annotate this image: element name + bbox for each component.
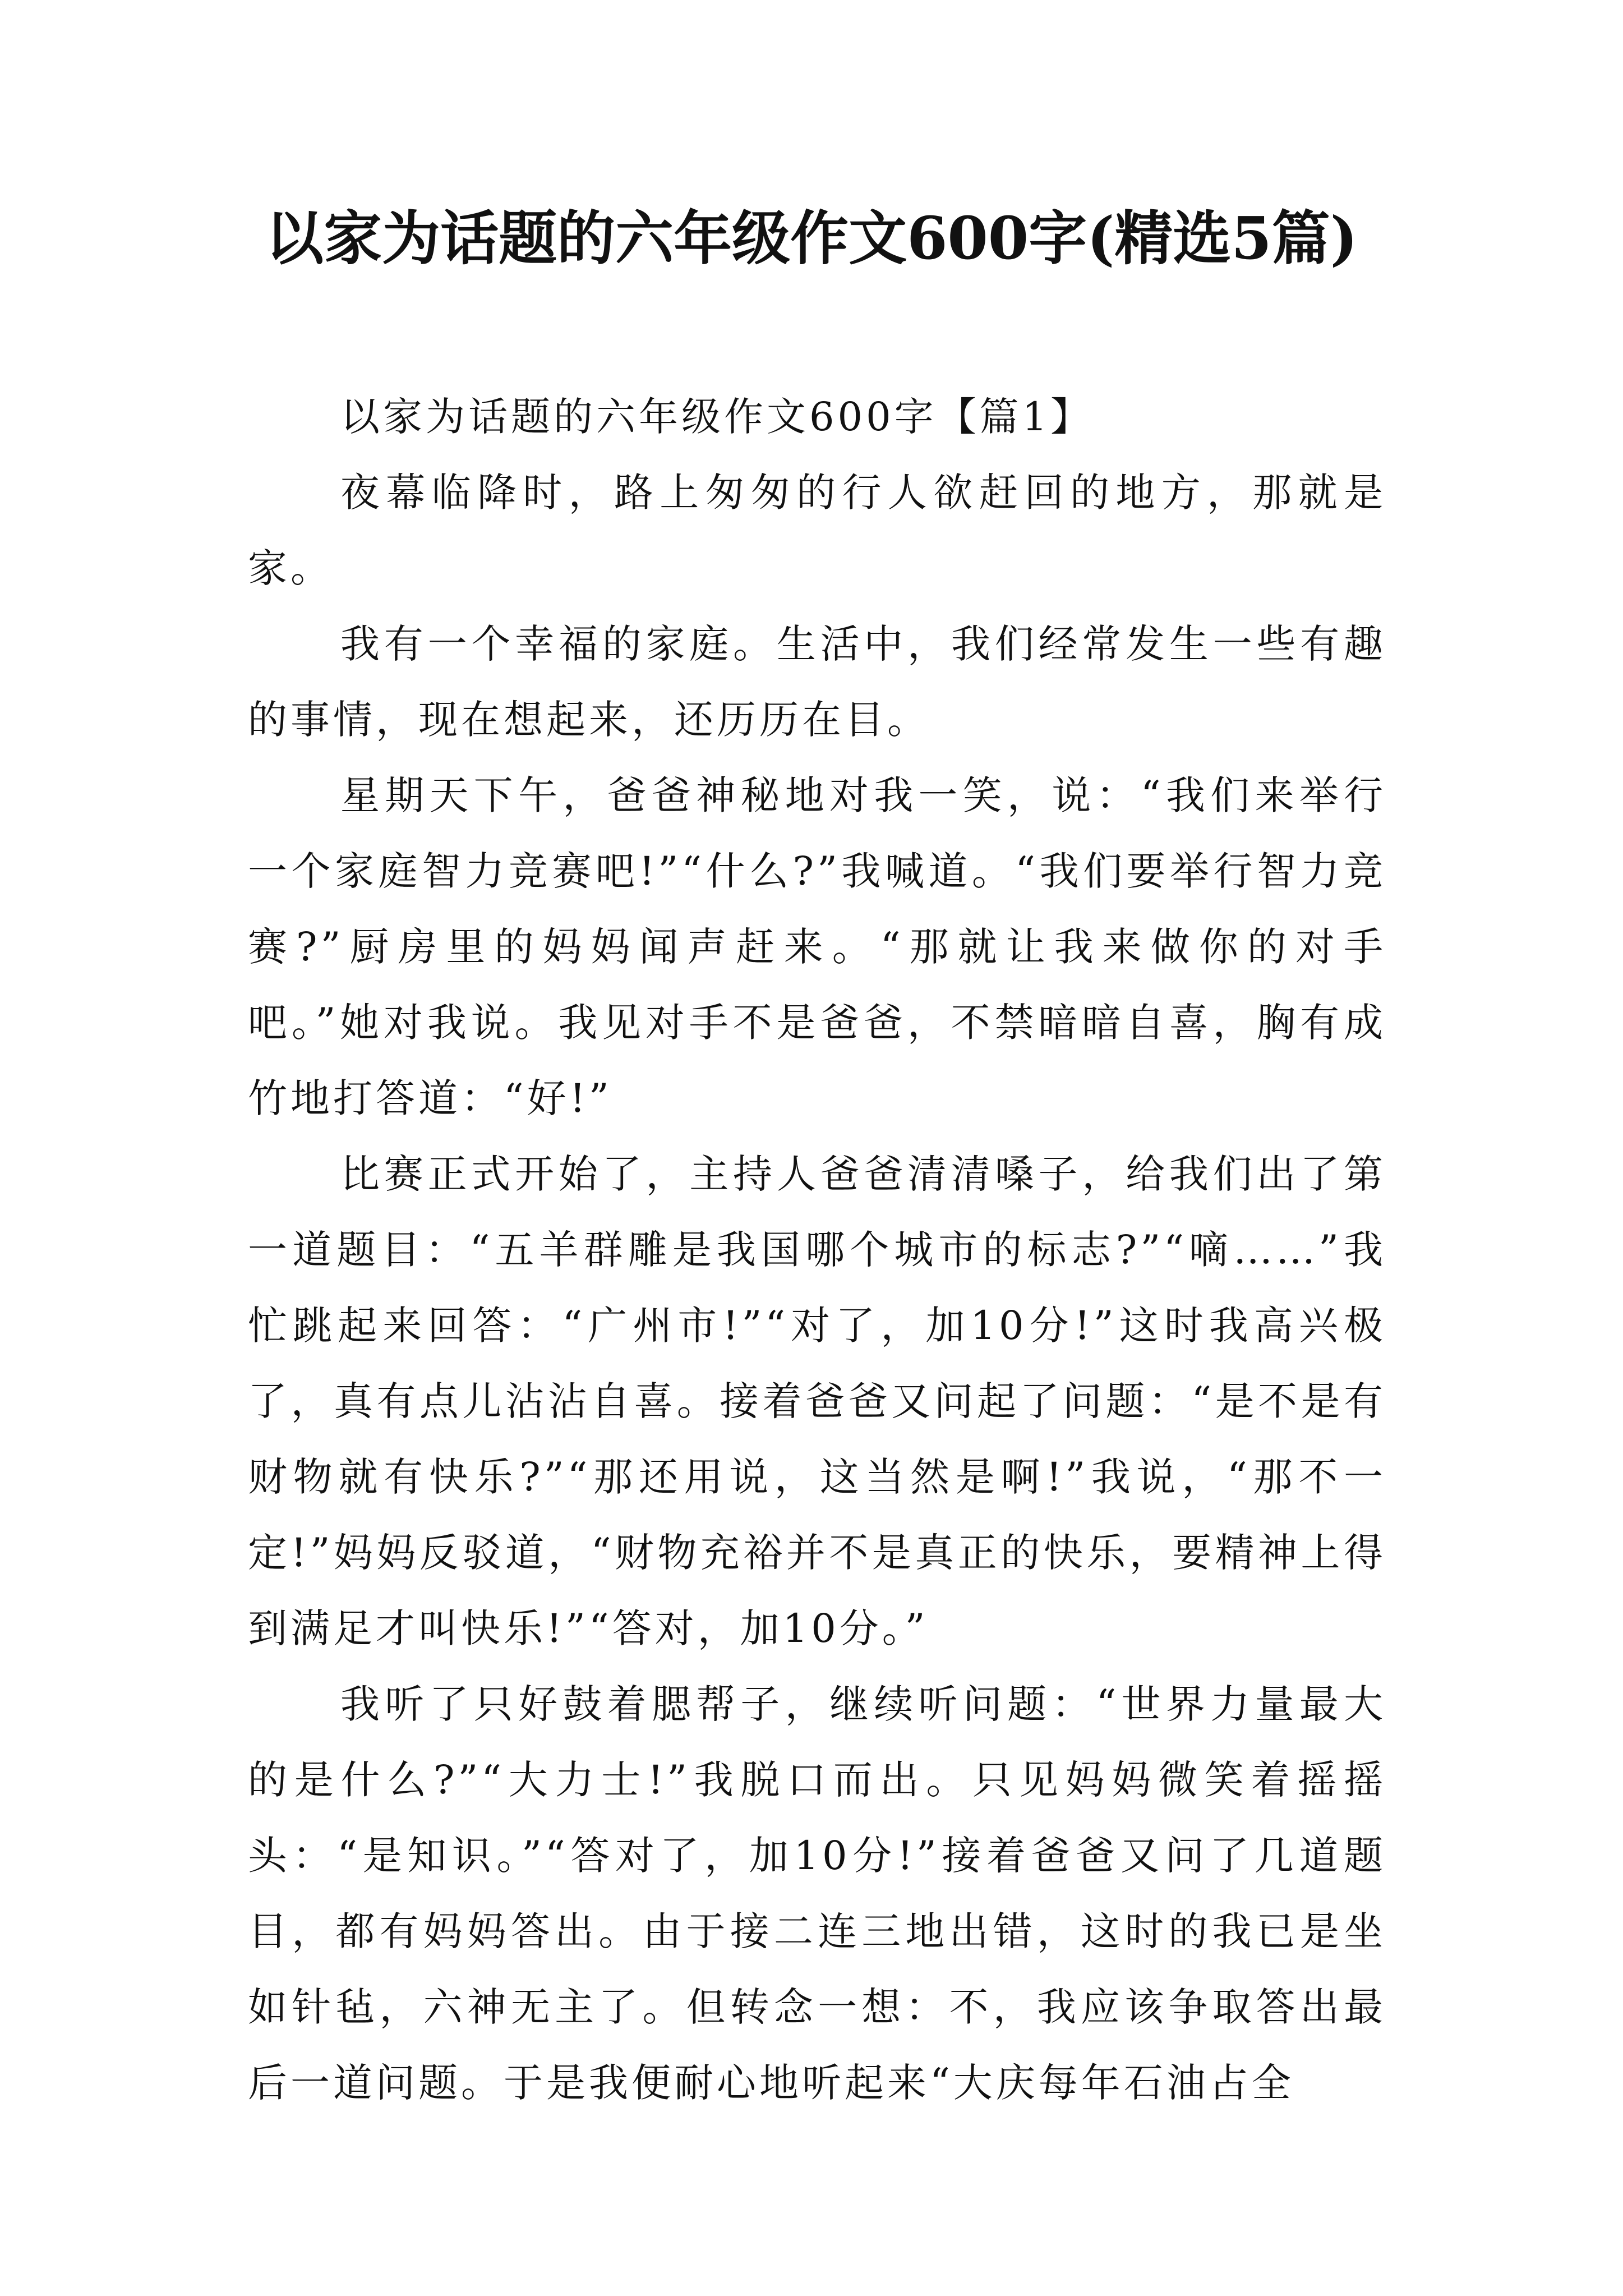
- paragraph: 星期天下午，爸爸神秘地对我一笑，说：“我们来举行一个家庭智力竞赛吧!”“什么?”我喊道。“我们要举行智力竞赛?”厨房里的妈妈闻声赶来。“那就让我来做你的对手吧。”她对我说。我见对手不是爸爸，不禁暗暗自喜，胸有成竹地打答道：“好!”: [248, 772, 1386, 1121]
- paragraph-section-heading: 以家为话题的六年级作文600字【篇1】: [340, 394, 1094, 440]
- paragraph: 我有一个幸福的家庭。生活中，我们经常发生一些有趣的事情，现在想起来，还历历在目。: [248, 621, 1386, 743]
- paragraph: 比赛正式开始了，主持人爸爸清清嗓子，给我们出了第一道题目：“五羊群雕是我国哪个城市的标志?”“嘀……”我忙跳起来回答：“广州市!”“对了，加10分!”这时我高兴极了，真有点儿沾沾自喜。接着爸爸又问起了问题：“是不是有财物就有快乐?”“那还用说，这当然是啊!”我说，“那不一定!”妈妈反驳道，“财物充裕并不是真正的快乐，要精神上得到满足才叫快乐!”“答对，加10分。”: [248, 1151, 1386, 1651]
- paragraph: 我听了只好鼓着腮帮子，继续听问题：“世界力量最大的是什么?”“大力士!”我脱口而出。只见妈妈微笑着摇摇头：“是知识。”“答对了，加10分!”接着爸爸又问了几道题目，都有妈妈答出。由于接二连三地出错，这时的我已是坐如针毡，六神无主了。但转念一想：不，我应该争取答出最后一道问题。于是我便耐心地听起来“大庆每年石油占全: [248, 1681, 1386, 2106]
- paragraph: 夜幕临降时，路上匆匆的行人欲赶回的地方，那就是家。: [248, 470, 1386, 591]
- document-title: 以家为话题的六年级作文600字(精选5篇): [265, 204, 1358, 273]
- document-body: [248, 379, 1386, 2121]
